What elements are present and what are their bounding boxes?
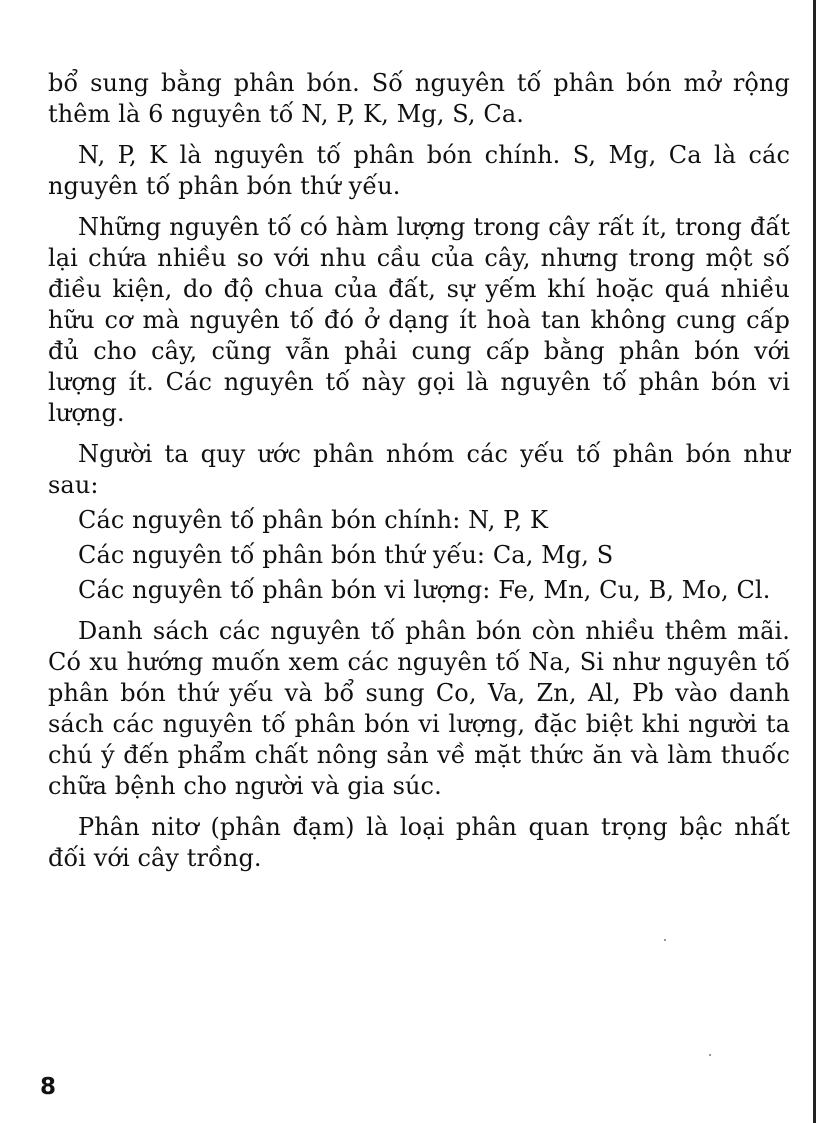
- scan-speck: [664, 939, 666, 941]
- list-item-secondary-elements: Các nguyên tố phân bón thứ yếu: Ca, Mg, S: [78, 541, 614, 569]
- page-number: 8: [40, 1074, 57, 1100]
- paragraph-grouping-intro: Người ta quy ước phân nhóm các yếu tố phân bón như sau:: [48, 440, 790, 499]
- list-item-main-elements: Các nguyên tố phân bón chính: N, P, K: [78, 506, 549, 534]
- document-page: [48, 68, 790, 884]
- paragraph-main-elements: N, P, K là nguyên tố phân bón chính. S, Mg, Ca là các nguyên tố phân bón thứ yếu.: [48, 141, 790, 200]
- paragraph-expanding-list: Danh sách các nguyên tố phân bón còn nhiều thêm mãi. Có xu hướng muốn xem các nguyên tố Na, Si như nguyên tố phân bón thứ yếu và bổ sung Co, Va, Zn, Al, Pb vào danh sách các nguyên tố phân bón vi lượng, đặc biệt khi người ta chú ý đến phẩm chất nông sản về mặt thức ăn và làm thuốc chữa bệnh cho người và gia súc.: [48, 617, 790, 800]
- list-item-micro-elements: Các nguyên tố phân bón vi lượng: Fe, Mn, Cu, B, Mo, Cl.: [78, 576, 771, 604]
- paragraph-micronutrients: Những nguyên tố có hàm lượng trong cây rất ít, trong đất lại chứa nhiều so với nhu cầu của cây, nhưng trong một số điều kiện, do độ chua của đất, sự yếm khí hoặc quá nhiều hữu cơ mà nguyên tố đó ở dạng ít hoà tan không cung cấp đủ cho cây, cũng vẫn phải cung cấp bằng phân bón với lượng ít. Các nguyên tố này gọi là nguyên tố phân bón vi lượng.: [48, 213, 790, 427]
- paragraph-continuation: bổ sung bằng phân bón. Số nguyên tố phân bón mở rộng thêm là 6 nguyên tố N, P, K, Mg, S, Ca.: [48, 69, 790, 128]
- scan-speck: [709, 1054, 711, 1056]
- paragraph-nitrogen: Phân nitơ (phân đạm) là loại phân quan trọng bậc nhất đối với cây trồng.: [48, 813, 790, 872]
